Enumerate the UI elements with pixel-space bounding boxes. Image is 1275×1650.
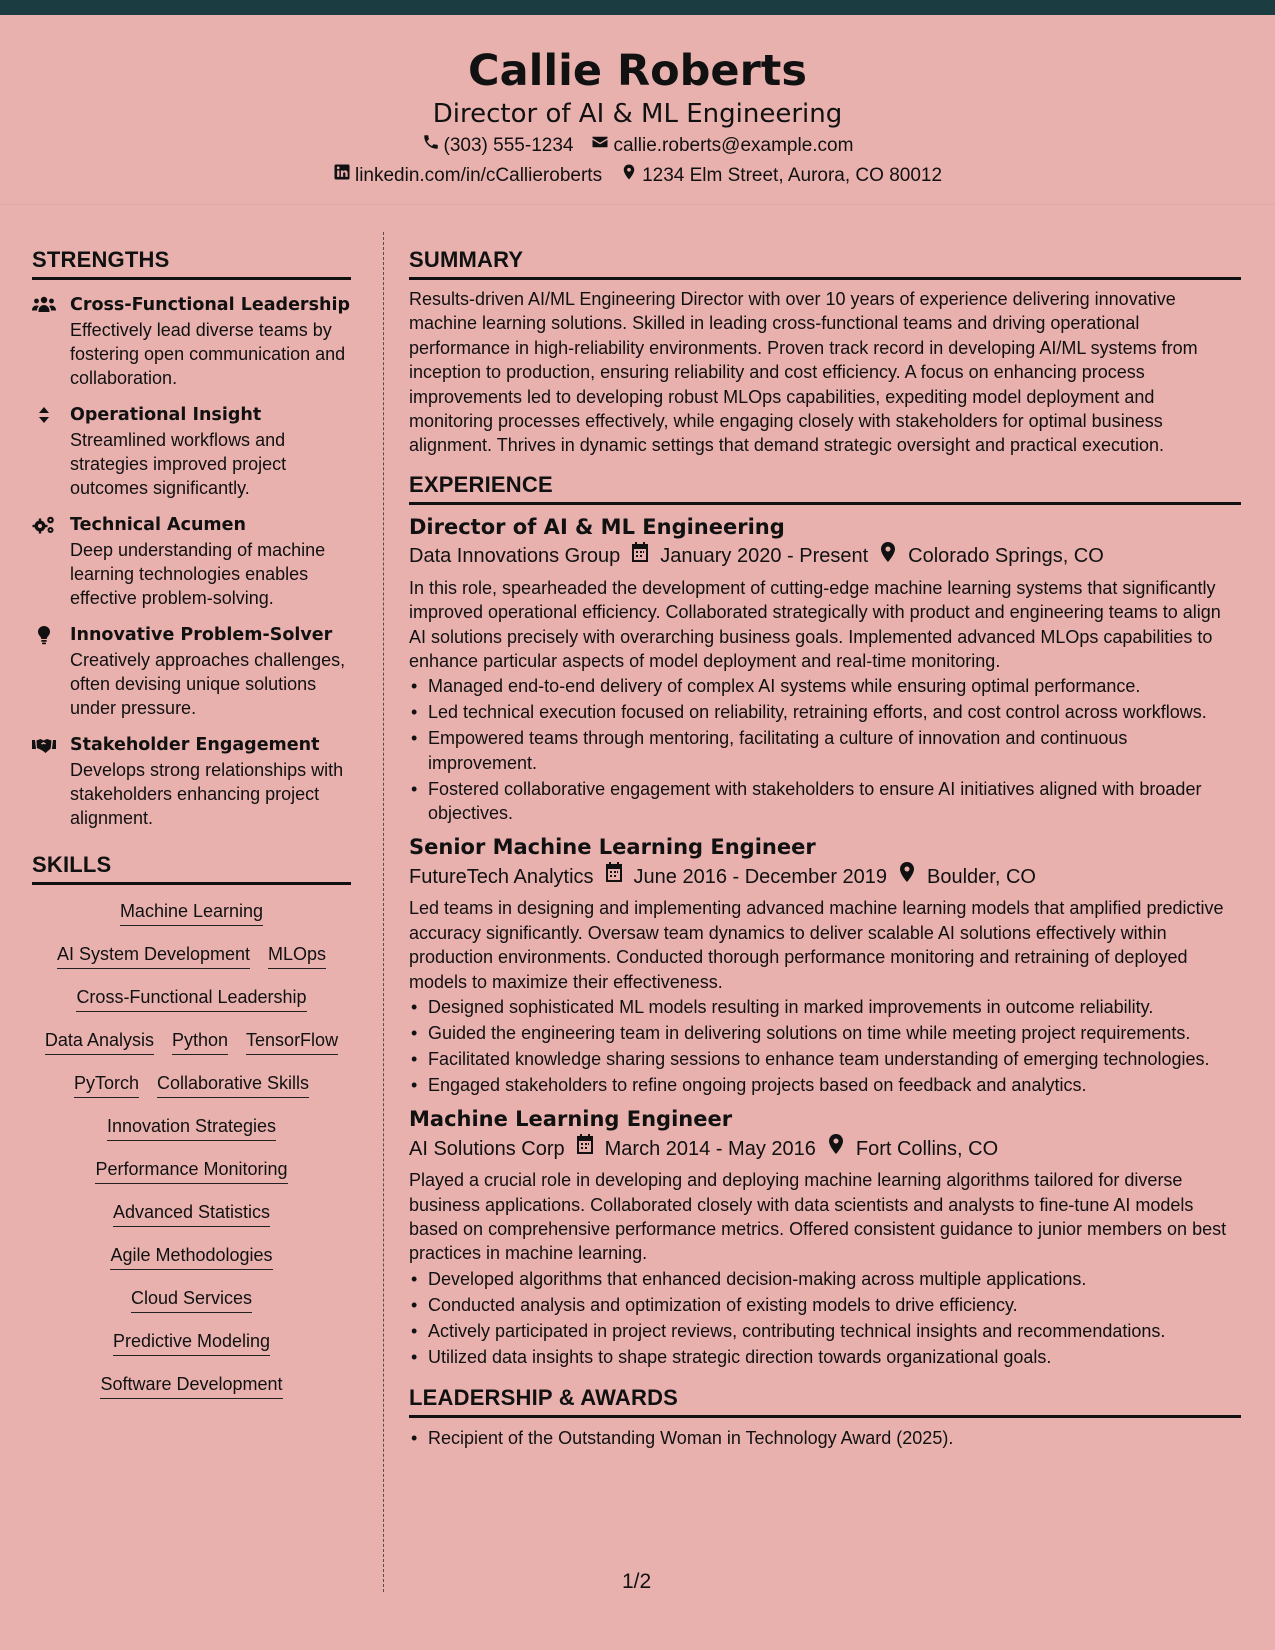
company-name: AI Solutions Corp: [409, 1137, 565, 1160]
linkedin-icon: [333, 161, 351, 191]
strength-item: [32, 512, 351, 610]
skill-tag: Data Analysis: [45, 1028, 154, 1055]
experience-heading: EXPERIENCE: [409, 470, 1241, 505]
skill-row: [32, 942, 351, 969]
job-entry: [409, 833, 1241, 1097]
company-name: Data Innovations Group: [409, 545, 621, 568]
strength-desc: Effectively lead diverse teams by fostering open communication and collaboration.: [70, 320, 346, 388]
skill-row: [32, 1286, 351, 1313]
skill-tag: PyTorch: [74, 1071, 139, 1098]
job-bullets: [409, 995, 1241, 1097]
skill-row: [32, 1028, 351, 1055]
skill-row: [32, 1200, 351, 1227]
skill-tag: Collaborative Skills: [157, 1071, 309, 1098]
skill-row: [32, 1114, 351, 1141]
strength-desc: Streamlined workflows and strategies improved project outcomes significantly.: [70, 430, 287, 498]
list-item: • Led technical execution focused on reliability, retraining efforts, and cost control across workflows.: [409, 700, 1241, 724]
phone-text[interactable]: (303) 555-1234: [443, 135, 574, 156]
address-item: [620, 161, 942, 191]
contact-row-2: [0, 161, 1275, 191]
skill-row: [32, 1157, 351, 1184]
summary-text: Results-driven AI/ML Engineering Director with over 10 years of experience delivering innovative machine learning solutions. Skilled in leading cross-functional teams and driving operational performance in high-reliability environments. Proven track record in developing AI/ML systems from inception to production, ensuring reliability and cost efficiency. A focus on enhancing process improvements led to developing robust MLOps capabilities, expediting model deployment and monitoring processes effectively, while engaging closely with stakeholders for optimal business alignment. Thrives in dynamic settings that demand strategic oversight and practical execution.: [409, 289, 1198, 456]
job-description: Played a crucial role in developing and deploying machine learning algorithms tailored for diverse business applications. Collaborated closely with data scientists and analysts to fine-tune AI models based on comprehensive performance metrics. Offered consistent guidance to junior members on best practices in machine learning.: [409, 1170, 1227, 1264]
job-location: [878, 541, 1104, 572]
skill-tag: Advanced Statistics: [113, 1200, 270, 1227]
list-item: • Managed end-to-end delivery of complex AI systems while ensuring optimal performance.: [409, 674, 1241, 698]
calendar-icon: [604, 861, 624, 892]
job-meta: [409, 541, 1241, 572]
page-number: 1/2: [622, 1570, 652, 1593]
job-dates: [575, 1133, 816, 1164]
calendar-icon: [630, 541, 650, 572]
skills-heading: SKILLS: [32, 850, 351, 885]
strength-title: Technical Acumen: [70, 515, 246, 535]
skill-row: [32, 985, 351, 1012]
phone-icon: [422, 131, 440, 161]
list-item: • Developed algorithms that enhanced decision-making across multiple applications.: [409, 1267, 1241, 1291]
candidate-title: Director of AI & ML Engineering: [432, 99, 843, 129]
skill-tag: Performance Monitoring: [95, 1157, 287, 1184]
strengths-list: [32, 292, 351, 830]
list-item: • Recipient of the Outstanding Woman in Technology Award (2025).: [409, 1426, 1241, 1450]
job-dates-text: January 2020 - Present: [660, 545, 869, 568]
skill-row: [32, 1071, 351, 1098]
skill-tag: AI System Development: [57, 942, 250, 969]
skill-tag: Predictive Modeling: [113, 1329, 270, 1356]
strength-desc: Develops strong relationships with stakeholders enhancing project alignment.: [70, 760, 344, 828]
skill-tag: TensorFlow: [246, 1028, 338, 1055]
skill-tag: Software Development: [100, 1372, 282, 1399]
address-text: 1234 Elm Street, Aurora, CO 80012: [642, 165, 943, 186]
strength-item: [32, 402, 351, 500]
map-pin-icon: [826, 1133, 846, 1164]
phone-item: [422, 131, 574, 161]
job-title: Machine Learning Engineer: [409, 1107, 733, 1132]
awards-heading: LEADERSHIP & AWARDS: [409, 1383, 1241, 1418]
job-description: In this role, spearheaded the development of cutting-edge machine learning systems that significantly improved operational efficiency. Collaborated strategically with product and engineering teams to align AI solutions precisely with overarching business goals. Implemented advanced MLOps capabilities to enhance particular aspects of model deployment and real-time monitoring.: [409, 577, 1221, 672]
summary-heading: SUMMARY: [409, 245, 1241, 280]
email-item: [591, 131, 853, 161]
list-item: • Empowered teams through mentoring, facilitating a culture of innovation and continuous improvement.: [409, 726, 1241, 775]
skill-tag: Innovation Strategies: [107, 1114, 276, 1141]
strength-desc: Creatively approaches challenges, often devising unique solutions under pressure.: [70, 650, 346, 718]
list-item: • Fostered collaborative engagement with stakeholders to ensure AI initiatives aligned with broader objectives.: [409, 777, 1241, 826]
lightbulb-icon: [32, 622, 70, 720]
list-item: • Designed sophisticated ML models resulting in marked improvements in outcome reliability.: [409, 995, 1241, 1019]
linkedin-text[interactable]: linkedin.com/in/cCallieroberts: [354, 165, 603, 186]
job-location: [826, 1133, 998, 1164]
skill-row: [32, 1372, 351, 1399]
users-icon: [32, 292, 70, 390]
job-dates-text: June 2016 - December 2019: [633, 865, 888, 888]
list-item: • Engaged stakeholders to refine ongoing projects based on feedback and analytics.: [409, 1073, 1241, 1097]
job-title: Director of AI & ML Engineering: [409, 514, 785, 539]
list-item: • Facilitated knowledge sharing sessions to enhance team understanding of emerging technologies.: [409, 1047, 1241, 1071]
job-title: Senior Machine Learning Engineer: [409, 835, 816, 860]
right-column: [409, 245, 1241, 1452]
job-meta: [409, 861, 1241, 892]
skill-row: [32, 899, 351, 926]
skill-tag: Cross-Functional Leadership: [76, 985, 306, 1012]
job-location-text: Fort Collins, CO: [855, 1137, 999, 1160]
job-entry: [409, 1105, 1241, 1369]
strength-item: [32, 622, 351, 720]
candidate-name: Callie Roberts: [468, 46, 807, 96]
skills-list: [32, 899, 351, 1399]
map-pin-icon: [897, 861, 917, 892]
skill-row: [32, 1243, 351, 1270]
skill-row: [32, 1329, 351, 1356]
strength-title: Operational Insight: [70, 405, 262, 425]
job-location: [897, 861, 1036, 892]
column-divider: [383, 232, 384, 1592]
job-location-text: Colorado Springs, CO: [908, 545, 1104, 568]
skill-tag: Agile Methodologies: [110, 1243, 272, 1270]
list-item: • Conducted analysis and optimization of existing models to drive efficiency.: [409, 1293, 1241, 1317]
strength-title: Stakeholder Engagement: [70, 735, 320, 755]
awards-list: [409, 1426, 1241, 1450]
linkedin-item: [333, 161, 602, 191]
job-bullets: [409, 674, 1241, 825]
job-entry: [409, 513, 1241, 826]
job-dates-text: March 2014 - May 2016: [604, 1137, 816, 1160]
strength-title: Cross-Functional Leadership: [70, 295, 350, 315]
list-item: • Actively participated in project reviews, contributing technical insights and recommendations.: [409, 1319, 1241, 1343]
email-text[interactable]: callie.roberts@example.com: [613, 135, 854, 156]
skill-tag: Cloud Services: [131, 1286, 252, 1313]
list-item: • Utilized data insights to shape strategic direction towards organizational goals.: [409, 1345, 1241, 1369]
job-description: Led teams in designing and implementing advanced machine learning models that amplified predictive accuracy significantly. Oversaw team dynamics to deliver scalable AI solutions effectively within production environments. Conducted thorough performance monitoring and retraining of deployed models to maximize their effectiveness.: [409, 898, 1224, 992]
skill-tag: MLOps: [268, 942, 326, 969]
list-item: • Guided the engineering team in delivering solutions on time while meeting project requirements.: [409, 1021, 1241, 1045]
job-bullets: [409, 1267, 1241, 1369]
map-pin-icon: [620, 161, 638, 191]
skill-tag: Machine Learning: [120, 899, 263, 926]
handshake-icon: [32, 732, 70, 830]
strength-desc: Deep understanding of machine learning technologies enables effective problem-solving.: [70, 540, 326, 608]
job-dates: [630, 541, 868, 572]
job-dates: [604, 861, 888, 892]
gears-icon: [32, 512, 70, 610]
company-name: FutureTech Analytics: [409, 865, 594, 888]
job-location-text: Boulder, CO: [927, 865, 1036, 888]
calendar-icon: [575, 1133, 595, 1164]
map-pin-icon: [878, 541, 898, 572]
resume-header: [0, 15, 1275, 205]
contact-row-1: [0, 131, 1275, 161]
strength-title: Innovative Problem-Solver: [70, 625, 333, 645]
left-column: [32, 245, 351, 1415]
sort-icon: [32, 402, 70, 500]
skill-tag: Python: [172, 1028, 228, 1055]
strength-item: [32, 292, 351, 390]
envelope-icon: [591, 131, 609, 161]
top-bar: [0, 0, 1275, 15]
strengths-heading: STRENGTHS: [32, 245, 351, 280]
job-meta: [409, 1133, 1241, 1164]
strength-item: [32, 732, 351, 830]
